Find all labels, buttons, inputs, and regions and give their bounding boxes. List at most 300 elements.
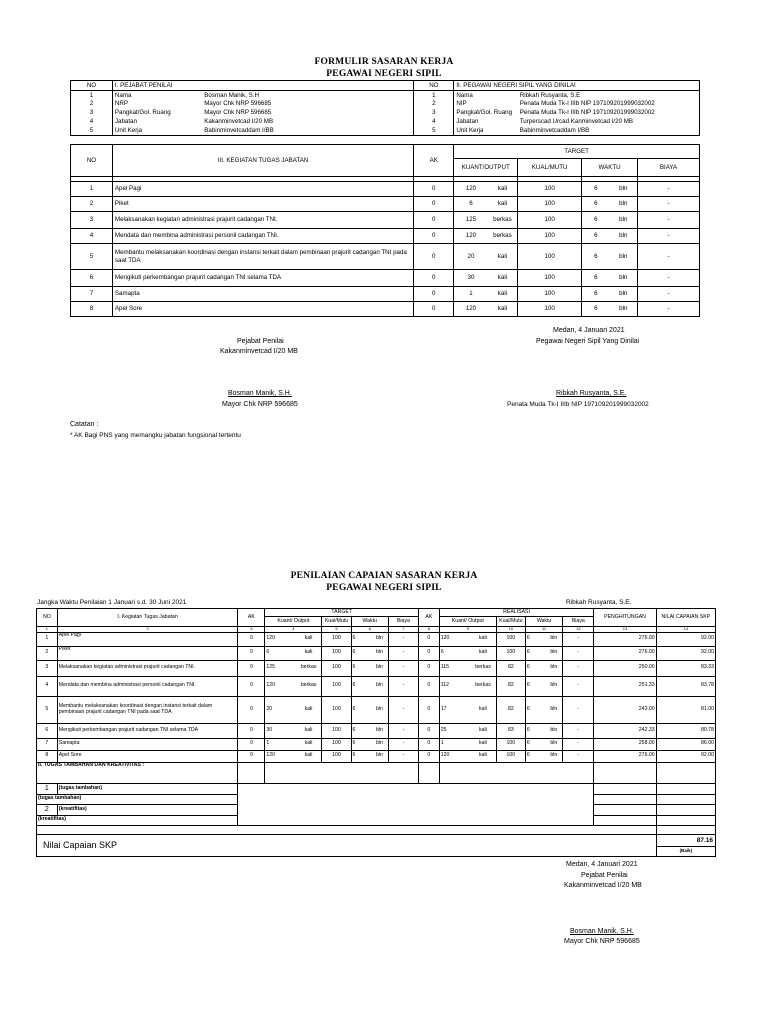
catatan-label: Catatan : — [70, 421, 99, 428]
unit: bln — [550, 752, 558, 759]
pejabat-title-2: Pejabat Penilai — [581, 872, 628, 879]
field-label: Nama — [112, 91, 202, 100]
header-pejabat: I. PEJABAT PENILAI — [112, 81, 413, 91]
cell-realisasi-kual: 82 — [496, 660, 525, 676]
cell-no: 1 — [414, 91, 454, 100]
field-label: NRP — [112, 100, 202, 109]
field-label: Pangkat/Gol. Ruang — [112, 109, 202, 118]
place-date: Medan, 4 Januari 2021 — [553, 327, 625, 334]
cell-kegiatan: Apel Sore — [112, 302, 413, 317]
cell-waktu: 6 — [582, 182, 610, 197]
cell-target-kuant — [265, 723, 322, 738]
header-ak: AK — [414, 145, 454, 177]
cell-kegiatan: Samapta — [112, 287, 413, 302]
cell-no: 7 — [71, 287, 113, 302]
column-number: 10 — [496, 627, 525, 633]
value: 20 — [266, 705, 273, 712]
cell-satuan: kali — [488, 182, 518, 197]
column-number: 6 — [351, 627, 388, 633]
cell-kual: 100 — [518, 212, 582, 229]
cell-no: 4 — [71, 229, 113, 244]
cell-ak: 0 — [238, 660, 265, 676]
header-kegiatan: I. Kegiatan Tugas Jabatan — [57, 609, 238, 627]
cell-kegiatan: Apel Pagi — [112, 182, 413, 197]
cell-waktu: 6 — [582, 270, 610, 287]
column-number: 13 — [594, 627, 656, 633]
table-row — [71, 244, 700, 270]
unit: kali — [304, 705, 313, 712]
cell-realisasi-kuant — [439, 632, 496, 646]
cell-kual: 100 — [518, 302, 582, 317]
pejabat-unit-2: Kakanminvetcad I/20 MB — [564, 882, 642, 889]
cell-nilai: 83.78 — [656, 676, 715, 696]
value: 6 — [526, 635, 530, 642]
cell-realisasi-biaya: - — [563, 632, 594, 646]
cell-no: 5 — [71, 127, 113, 136]
column-number: 8 — [418, 627, 439, 633]
cell-realisasi-kuant — [439, 750, 496, 762]
header-target: TARGET — [265, 609, 419, 617]
unit: bln — [550, 682, 558, 689]
column-number: 11 — [525, 627, 562, 633]
cell-no: 8 — [71, 302, 113, 317]
cell-realisasi-ak: 0 — [418, 750, 439, 762]
cell-target-kual: 100 — [322, 632, 351, 646]
cell-realisasi-kual: 100 — [496, 738, 525, 750]
table-row — [37, 660, 716, 676]
column-number: 2 — [57, 627, 238, 633]
table-row — [71, 212, 700, 229]
cell-ak: 0 — [414, 287, 454, 302]
field-label: Nama — [454, 91, 518, 100]
cell-penghitungan: 243.00 — [594, 696, 656, 723]
unit: bln — [375, 635, 383, 642]
value: 6 — [352, 752, 356, 759]
cell-kuant: 120 — [454, 302, 488, 317]
cell-realisasi-waktu — [525, 750, 562, 762]
cell-kegiatan: Membantu melaksanakan koordinasi dengan instansi terkait dalam pembinaan prajurit cadangan TNI pada saat TDA — [112, 244, 413, 270]
table-row — [71, 287, 700, 302]
header-target: TARGET — [454, 145, 700, 159]
unit: berkas — [300, 682, 317, 689]
penilaian-title: PENILAIAN CAPAIAN SASARAN KERJA — [290, 571, 478, 581]
cell-nilai: 92.00 — [656, 750, 715, 762]
cell-realisasi-ak: 0 — [418, 696, 439, 723]
cell-no: 6 — [37, 723, 58, 738]
cell-ak: 0 — [414, 270, 454, 287]
unit: bln — [375, 664, 383, 671]
header-biaya-realisasi: Biaya — [563, 617, 594, 627]
header-kuant: Kuant/ Output — [265, 617, 322, 627]
cell-target-kuant — [265, 750, 322, 762]
cell-satuan: kali — [488, 244, 518, 270]
unit: bln — [550, 635, 558, 642]
cell-target-waktu — [351, 738, 388, 750]
cell-kual: 100 — [518, 197, 582, 212]
header-no-2: NO — [414, 81, 454, 91]
cell-waktu-satuan: bln — [610, 244, 638, 270]
cell-biaya: - — [638, 287, 700, 302]
cell-target-waktu — [351, 660, 388, 676]
table-row — [71, 270, 700, 287]
cell-target-biaya: - — [388, 676, 418, 696]
cell-target-waktu — [351, 723, 388, 738]
cell-kuant: 30 — [454, 270, 488, 287]
header-penghitungan: PENGHITUNGAN — [594, 609, 656, 627]
cell-target-biaya: - — [388, 723, 418, 738]
field-value: Penata Muda Tk-I IIIb NIP 197109201999032002 — [518, 109, 700, 118]
cell-ak: 0 — [414, 229, 454, 244]
table-row — [37, 676, 716, 696]
cell-no: 5 — [414, 127, 454, 136]
cell-target-biaya: - — [388, 660, 418, 676]
column-number: 12 — [563, 627, 594, 633]
cell-kegiatan: Mengikuti perkembangan prajurit cadangan TNI selama TDA — [57, 723, 238, 738]
pejabat-pns-table — [70, 80, 700, 136]
unit: bln — [375, 705, 383, 712]
cell-realisasi-kuant — [439, 646, 496, 660]
header-waktu-realisasi: Waktu — [525, 617, 562, 627]
value: 6 — [352, 705, 356, 712]
unit: kali — [479, 635, 487, 642]
cell-biaya: - — [638, 244, 700, 270]
header-kual: KUAL/MUTU — [518, 159, 582, 177]
cell-ak: 0 — [414, 197, 454, 212]
cell-no: 1 — [71, 182, 113, 197]
cell-no: 4 — [37, 676, 58, 696]
value: 6 — [440, 649, 444, 656]
cell-target-biaya: - — [388, 696, 418, 723]
cell-no: 3 — [71, 212, 113, 229]
pns-name-right: Ribkah Rusyanta, S.E. — [566, 599, 632, 606]
value: 6 — [352, 664, 356, 671]
cell-waktu-satuan: bln — [610, 182, 638, 197]
unit: kali — [479, 649, 487, 656]
cell-ak: 0 — [414, 302, 454, 317]
cell-realisasi-kuant — [439, 696, 496, 723]
header-no: NO — [71, 145, 113, 177]
header-kuant: KUANT/OUTPUT — [454, 159, 518, 177]
cell-realisasi-kual: 100 — [496, 750, 525, 762]
value: 6 — [352, 682, 356, 689]
cell-penghitungan: 276.00 — [594, 750, 656, 762]
cell-kual: 100 — [518, 182, 582, 197]
pns-rank: Penata Muda Tk-I IIIb NIP 197109201999032002 — [507, 401, 649, 408]
cell-target-kuant — [265, 738, 322, 750]
cell-penghitungan: 250.00 — [594, 660, 656, 676]
cell-target-waktu — [351, 646, 388, 660]
cell-realisasi-biaya: - — [563, 646, 594, 660]
cell-satuan: kali — [488, 270, 518, 287]
cell-realisasi-kual: 82 — [496, 696, 525, 723]
cell-target-biaya: - — [388, 750, 418, 762]
unit: kali — [479, 740, 487, 747]
cell-kegiatan: Mendata dan membina administrasi personil cadangan TNI. — [112, 229, 413, 244]
value: 120 — [440, 752, 450, 759]
cell-no: 2 — [71, 197, 113, 212]
cell-no: 2 — [414, 100, 454, 109]
pns-name: Ribkah Rusyanta, S.E. — [556, 390, 627, 397]
pejabat-title: Pejabat Penilai — [237, 338, 284, 345]
unit: kali — [304, 752, 313, 759]
table-row — [37, 646, 716, 660]
column-number: 4 — [265, 627, 322, 633]
kreatif-row — [37, 815, 716, 825]
cell-kegiatan: Samapta — [57, 738, 238, 750]
header-kegiatan: III. KEGIATAN TUGAS JABATAN — [112, 145, 413, 177]
table-row — [71, 229, 700, 244]
value: 6 — [526, 726, 530, 733]
field-value: Turperscad Urcad Kanminvetcad I/20 MB — [518, 118, 700, 127]
cell-nilai: 83.33 — [656, 660, 715, 676]
header-biaya: BIAYA — [638, 159, 700, 177]
cell-kuant: 125 — [454, 212, 488, 229]
header-biaya: Biaya — [388, 617, 418, 627]
cell-target-kual: 100 — [322, 738, 351, 750]
cell-kuant: 120 — [454, 229, 488, 244]
cell-realisasi-ak: 0 — [418, 738, 439, 750]
unit: berkas — [475, 682, 491, 689]
value: 6 — [266, 649, 270, 656]
cell-no: 5 — [37, 696, 58, 723]
nilai-label: Nilai Capaian SKP — [37, 834, 657, 856]
cell-realisasi-kual: 100 — [496, 632, 525, 646]
cell-realisasi-waktu — [525, 738, 562, 750]
field-label: Pangkat/Gol. Ruang — [454, 109, 518, 118]
table-row — [37, 632, 716, 646]
cell-penghitungan: 258.00 — [594, 738, 656, 750]
cell-realisasi-waktu — [525, 660, 562, 676]
nilai-row — [37, 834, 716, 856]
cell-target-biaya: - — [388, 646, 418, 660]
value: 120 — [266, 635, 276, 642]
value: 120 — [266, 682, 276, 689]
cell-no: 1 — [37, 632, 58, 646]
unit: bln — [375, 752, 383, 759]
pejabat-rank-2: Mayor Chk NRP 596685 — [564, 938, 640, 945]
value: 6 — [526, 649, 530, 656]
cell-realisasi-waktu — [525, 632, 562, 646]
cell-no: 4 — [414, 118, 454, 127]
cell-target-waktu — [351, 696, 388, 723]
cell-ak: 0 — [238, 676, 265, 696]
pejabat-name: Bosman Manik, S.H. — [228, 390, 292, 397]
table-row — [37, 723, 716, 738]
cell-target-waktu — [351, 676, 388, 696]
cell-kegiatan: Membantu melaksanakan koordinasi dengan instansi terkait dalam pembinaan prajurit cadangan TNI pada saat TDA — [57, 696, 238, 723]
nilai-grade: (Baik) — [679, 847, 693, 853]
field-label: Jabatan — [112, 118, 202, 127]
field-label: Unit Kerja — [112, 127, 202, 136]
value: 6 — [526, 752, 530, 759]
cell-realisasi-kual: 82 — [496, 676, 525, 696]
cell-satuan: berkas — [488, 212, 518, 229]
field-label: Jabatan — [454, 118, 518, 127]
cell-ak: 0 — [238, 632, 265, 646]
cell-kegiatan: Apel Pagi — [57, 632, 238, 646]
place-date-2: Medan, 4 Januari 2021 — [566, 861, 638, 868]
column-number: 3 — [238, 627, 265, 633]
value: 25 — [440, 726, 447, 733]
cell-realisasi-waktu — [525, 696, 562, 723]
field-label: Unit Kerja — [454, 127, 518, 136]
table-row — [71, 197, 700, 212]
header-no: NO — [37, 609, 58, 627]
cell-waktu-satuan: bln — [610, 229, 638, 244]
value: 6 — [526, 740, 530, 747]
cell-realisasi-ak: 0 — [418, 676, 439, 696]
cell-biaya: - — [638, 229, 700, 244]
nilai-value: 87.16 — [657, 836, 715, 846]
cell-biaya: - — [638, 182, 700, 197]
table-row — [71, 302, 700, 317]
cell-target-kuant — [265, 676, 322, 696]
cell-satuan: kali — [488, 287, 518, 302]
cell-target-kual: 100 — [322, 723, 351, 738]
cell-nilai: 86.00 — [656, 738, 715, 750]
cell-no: 4 — [71, 118, 113, 127]
field-value: Babinminvetcaddam I/BB — [202, 127, 414, 136]
unit: bln — [375, 682, 383, 689]
field-value: Bosman Manik, S.H — [202, 91, 414, 100]
header-ak-2: AK — [418, 609, 439, 627]
unit: bln — [550, 726, 558, 733]
cell-no: 1 — [71, 91, 113, 100]
cell-nilai: 80.78 — [656, 723, 715, 738]
cell-penghitungan: 276.00 — [594, 632, 656, 646]
pns-title: Pegawai Negeri Sipil Yang Dinilai — [536, 338, 640, 345]
cell-realisasi-ak: 0 — [418, 660, 439, 676]
catatan-note: * AK Bagi PNS yang memangku jabatan fungsional tertentu — [70, 432, 241, 439]
kreatif-item: (kreatifitas) — [37, 815, 238, 825]
cell-kegiatan: Melaksanakan kegiatan administrasi prajurit cadangan TNI. — [112, 212, 413, 229]
cell-biaya: - — [638, 212, 700, 229]
column-number: 7 — [388, 627, 418, 633]
tambahan-item: (tugas tambahan) — [57, 783, 238, 794]
unit: kali — [479, 752, 487, 759]
unit: bln — [375, 740, 383, 747]
value: 120 — [440, 635, 450, 642]
header-realisasi: REALISASI — [439, 609, 594, 617]
cell-realisasi-ak: 0 — [418, 632, 439, 646]
cell-no: 2 — [37, 804, 58, 815]
cell-waktu: 6 — [582, 302, 610, 317]
field-label: NIP — [454, 100, 518, 109]
cell-ak: 0 — [414, 212, 454, 229]
cell-no: 6 — [71, 270, 113, 287]
unit: kali — [304, 635, 313, 642]
cell-no: 2 — [37, 646, 58, 660]
header-nilai: NILAI CAPAIAN SKP — [656, 609, 715, 627]
header-pns: II. PEGAWAI NEGERI SIPIL YANG DINILAI — [454, 81, 700, 91]
cell-realisasi-waktu — [525, 676, 562, 696]
cell-realisasi-waktu — [525, 646, 562, 660]
header-kuant-realisasi: Kuant/ Output — [439, 617, 496, 627]
tambahan-row — [37, 794, 716, 804]
cell-target-kuant — [265, 696, 322, 723]
cell-ak: 0 — [414, 244, 454, 270]
cell-target-kual: 100 — [322, 676, 351, 696]
cell-realisasi-biaya: - — [563, 723, 594, 738]
cell-waktu-satuan: bln — [610, 197, 638, 212]
value: 115 — [440, 664, 450, 671]
header-ak: AK — [238, 609, 265, 627]
cell-ak: 0 — [238, 723, 265, 738]
cell-target-kual: 100 — [322, 696, 351, 723]
value: 120 — [266, 752, 276, 759]
cell-realisasi-kuant — [439, 723, 496, 738]
value: 112 — [440, 682, 450, 689]
cell-realisasi-ak: 0 — [418, 646, 439, 660]
cell-target-kual: 100 — [322, 646, 351, 660]
penilaian-subtitle: PEGAWAI NEGERI SIPIL — [326, 583, 442, 593]
cell-satuan: kali — [488, 302, 518, 317]
cell-waktu: 6 — [582, 197, 610, 212]
unit: bln — [550, 705, 558, 712]
cell-penghitungan: 276.00 — [594, 646, 656, 660]
cell-target-waktu — [351, 750, 388, 762]
cell-realisasi-waktu — [525, 723, 562, 738]
kreatif-item: (kreatifitas) — [57, 804, 238, 815]
cell-target-kual: 100 — [322, 750, 351, 762]
header-kual-realisasi: Kual/Mutu — [496, 617, 525, 627]
cell-target-kuant — [265, 660, 322, 676]
cell-satuan: kali — [488, 197, 518, 212]
value: 17 — [440, 705, 447, 712]
unit: bln — [375, 726, 383, 733]
cell-ak: 0 — [414, 182, 454, 197]
period-text: Jangka Waktu Penilaian 1 Januari s.d. 30 Juni 2021 — [37, 599, 187, 606]
unit: berkas — [475, 664, 491, 671]
pejabat-rank: Mayor Chk NRP 596685 — [222, 401, 298, 408]
field-value: Kakanminvetcad I/20 MB — [202, 118, 414, 127]
cell-kuant: 120 — [454, 182, 488, 197]
cell-realisasi-biaya: - — [563, 750, 594, 762]
cell-waktu: 6 — [582, 212, 610, 229]
unit: bln — [550, 649, 558, 656]
cell-waktu-satuan: bln — [610, 270, 638, 287]
cell-realisasi-biaya: - — [563, 660, 594, 676]
value: 6 — [352, 649, 356, 656]
cell-waktu-satuan: bln — [610, 302, 638, 317]
cell-target-kuant — [265, 632, 322, 646]
cell-kuant: 1 — [454, 287, 488, 302]
cell-realisasi-kuant — [439, 660, 496, 676]
field-value: Babinminvetcaddam I/BB — [518, 127, 700, 136]
cell-target-biaya: - — [388, 738, 418, 750]
cell-target-kual: 100 — [322, 660, 351, 676]
cell-ak: 0 — [238, 646, 265, 660]
field-value: Mayor Chk NRP 596685 — [202, 100, 414, 109]
cell-biaya: - — [638, 197, 700, 212]
cell-ak: 0 — [238, 750, 265, 762]
cell-kuant: 20 — [454, 244, 488, 270]
cell-no: 2 — [71, 100, 113, 109]
cell-nilai: 81.00 — [656, 696, 715, 723]
cell-no: 3 — [37, 660, 58, 676]
header-kual: Kual/Mutu — [322, 617, 351, 627]
nilai-cell — [656, 834, 715, 856]
table-row — [37, 696, 716, 723]
unit: bln — [375, 649, 383, 656]
column-number: 14 — [656, 627, 715, 633]
cell-no: 3 — [414, 109, 454, 118]
header-waktu: Waktu — [351, 617, 388, 627]
unit: bln — [550, 740, 558, 747]
cell-nilai: 92.00 — [656, 632, 715, 646]
cell-target-kuant — [265, 646, 322, 660]
value: 1 — [440, 740, 444, 747]
